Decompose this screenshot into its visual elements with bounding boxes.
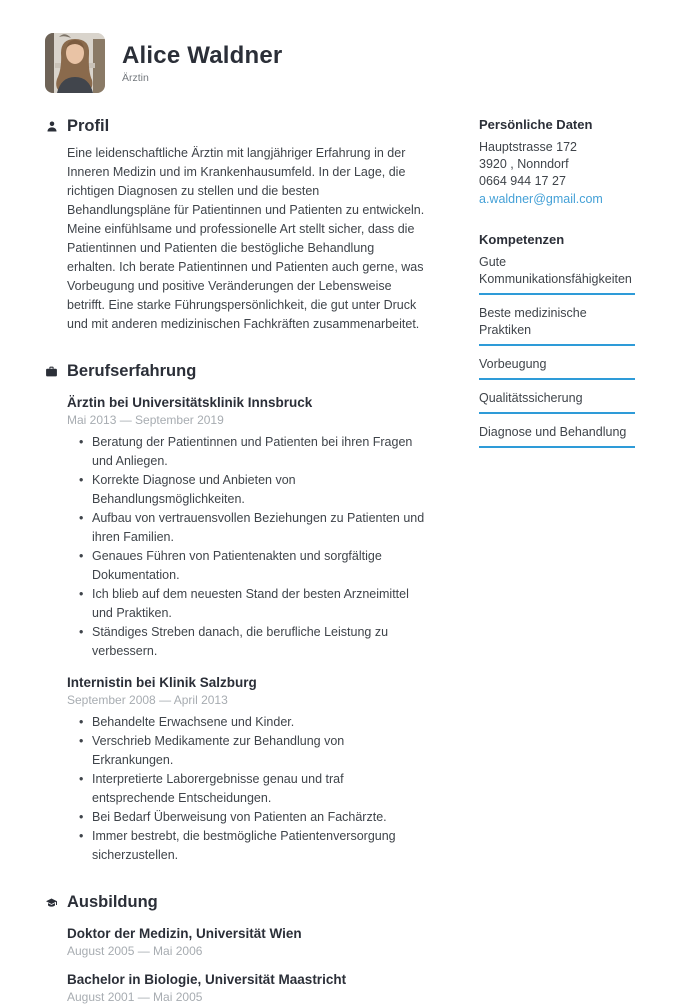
- job-dates: September 2008 — April 2013: [67, 693, 228, 707]
- person-job-title: Ärztin: [122, 72, 149, 84]
- profile-photo: [45, 33, 105, 93]
- section-education: [45, 893, 425, 1004]
- job-bullet: • Genaues Führen von Patientenakten und sorgfältige Dokumentation.: [79, 547, 425, 585]
- address-street: Hauptstrasse 172: [479, 140, 577, 154]
- section-skills: [479, 232, 635, 448]
- job-dates: Mai 2013 — September 2019: [67, 413, 224, 427]
- content-columns: [45, 117, 635, 1004]
- job-entry: [67, 675, 425, 865]
- experience-heading-row: [45, 362, 425, 381]
- section-title-profile: Profil: [67, 117, 110, 135]
- email-link[interactable]: a.waldner@gmail.com: [479, 192, 603, 206]
- briefcase-icon: [45, 365, 58, 379]
- phone-number: 0664 944 17 27: [479, 174, 566, 188]
- sidebar-title-skills: Kompetenzen: [479, 232, 565, 247]
- profile-heading-row: [45, 117, 425, 136]
- degree-entry: [67, 926, 425, 958]
- degree-dates: August 2005 — Mai 2006: [67, 944, 203, 958]
- degree-dates: August 2001 — Mai 2005: [67, 990, 203, 1004]
- address-city: 3920 , Nonndorf: [479, 157, 569, 171]
- skill-item: Qualitätssicherung: [479, 390, 635, 414]
- job-bullet: • Bei Bedarf Überweisung von Patienten an Fachärzte.: [79, 808, 425, 827]
- skill-item: Beste medizinische Praktiken: [479, 305, 635, 346]
- header: [45, 33, 635, 93]
- section-profile: [45, 117, 425, 334]
- job-bullet: • Verschrieb Medikamente zur Behandlung von Erkrankungen.: [79, 732, 425, 770]
- job-bullet: • Interpretierte Laborergebnisse genau und traf entsprechende Entscheidungen.: [79, 770, 425, 808]
- header-text: [122, 42, 282, 84]
- section-personal-data: [479, 117, 635, 208]
- skill-item: Gute Kommunikationsfähigkeiten: [479, 254, 635, 295]
- degree-entry: [67, 972, 425, 1004]
- job-bullet: • Behandelte Erwachsene und Kinder.: [79, 713, 425, 732]
- job-title: Internistin bei Klinik Salzburg: [67, 675, 257, 690]
- degree-title: Doktor der Medizin, Universität Wien: [67, 926, 302, 941]
- profile-summary: Eine leidenschaftliche Ärztin mit langjähriger Erfahrung in der Inneren Medizin und im Krankenhausumfeld. In der Lage, die richtigen Diagnosen zu stellen und die besten Behandlungspläne für Patientinnen und Patienten zu entwickeln. Meine einfühlsame und professionelle Art stellt sicher, dass die Patientinnen und Patienten die bestögliche Behandlung erhalten. Ich berate Patientinnen und Patienten auch gerne, was Vorbeugung und positive Veränderungen der Lebensweise betrifft. Eine starke Führungspersönlichkeit, die gut unter Druck und mit anderen medizinischen Fachkräften zusammenarbeitet.: [67, 146, 425, 331]
- job-entry: [67, 395, 425, 661]
- section-title-experience: Berufserfahrung: [67, 362, 197, 380]
- skill-item: Diagnose und Behandlung: [479, 424, 635, 448]
- sidebar-title-personal: Persönliche Daten: [479, 117, 593, 132]
- person-name: Alice Waldner: [122, 42, 283, 69]
- job-bullet-list: [79, 433, 425, 661]
- job-bullet-list: [79, 713, 425, 865]
- degree-title: Bachelor in Biologie, Universität Maastricht: [67, 972, 347, 987]
- job-bullet: • Ständiges Streben danach, die berufliche Leistung zu verbessern.: [79, 623, 425, 661]
- job-bullet: • Korrekte Diagnose und Anbieten von Behandlungsmöglichkeiten.: [79, 471, 425, 509]
- education-heading-row: [45, 893, 425, 912]
- section-title-education: Ausbildung: [67, 893, 158, 911]
- person-icon: [45, 120, 58, 134]
- skill-item: Vorbeugung: [479, 356, 635, 380]
- sidebar: [479, 117, 635, 1004]
- job-bullet: • Ich blieb auf dem neuesten Stand der besten Arzneimittel und Praktiken.: [79, 585, 425, 623]
- skill-list: [479, 254, 635, 448]
- graduation-cap-icon: [45, 896, 58, 910]
- job-title: Ärztin bei Universitätsklinik Innsbruck: [67, 395, 313, 410]
- job-bullet: • Aufbau von vertrauensvollen Beziehungen zu Patienten und ihren Familien.: [79, 509, 425, 547]
- section-experience: [45, 362, 425, 865]
- main-column: [45, 117, 425, 1004]
- job-bullet: • Beratung der Patientinnen und Patienten bei ihren Fragen und Anliegen.: [79, 433, 425, 471]
- job-bullet: • Immer bestrebt, die bestmögliche Patientenversorgung sicherzustellen.: [79, 827, 425, 865]
